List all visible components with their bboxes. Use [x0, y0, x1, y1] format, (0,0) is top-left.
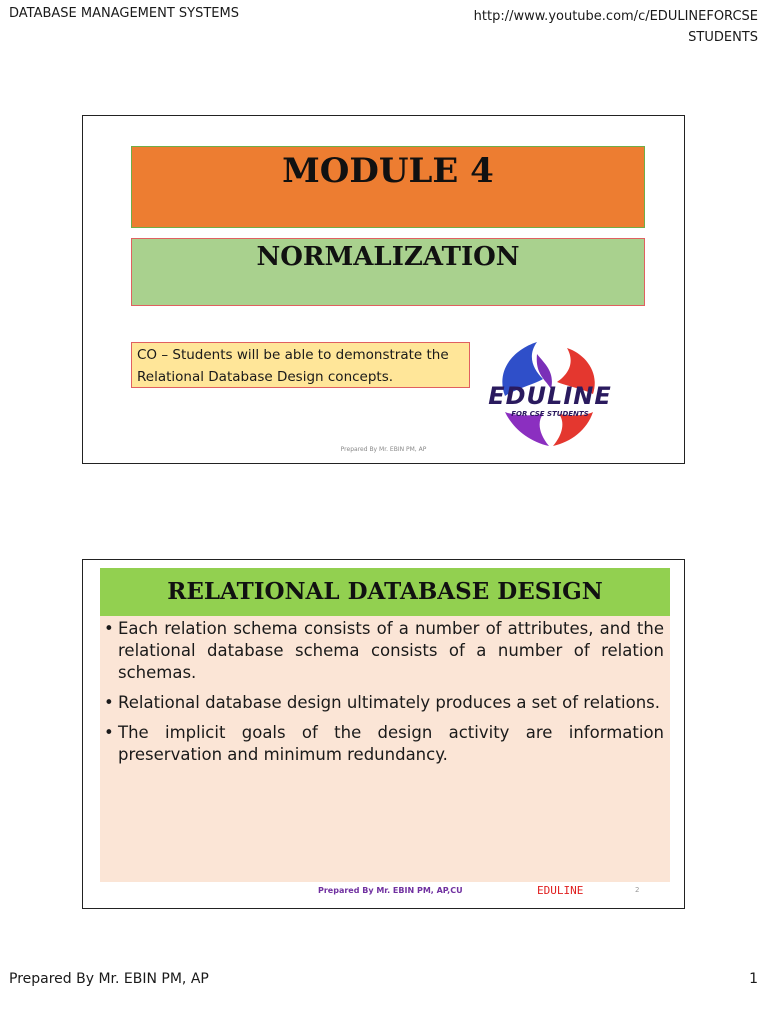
page-footer-author: Prepared By Mr. EBIN PM, AP	[9, 971, 209, 987]
slide2-prepared-by: Prepared By Mr. EBIN PM, AP,CU	[318, 886, 463, 895]
slide2-footer	[100, 882, 670, 900]
page-header-url[interactable]	[474, 6, 758, 48]
eduline-logo	[475, 334, 645, 449]
logo-tagline: FOR CSE STUDENTS	[511, 410, 589, 418]
logo-wordmark: EDULINE	[488, 382, 612, 410]
bullet-item: • The implicit goals of the design activity are information preservation and minimum redundancy.	[104, 722, 664, 766]
slide2-body	[100, 616, 670, 882]
slide2-title: RELATIONAL DATABASE DESIGN	[100, 568, 670, 616]
slide2-brand: EDULINE	[537, 884, 584, 897]
module-title: MODULE 4	[131, 146, 645, 228]
slide-1	[82, 115, 685, 464]
bullet-item: • Each relation schema consists of a number of attributes, and the relational database schema consists of a number of relation schemas.	[104, 618, 664, 684]
slide2-number: 2	[635, 886, 640, 894]
slide-2	[82, 559, 685, 909]
topic-title: NORMALIZATION	[131, 238, 645, 306]
slide1-prepared-by: Prepared By Mr. EBIN PM, AP	[340, 446, 427, 453]
course-outcome: CO – Students will be able to demonstrate the Relational Database Design concepts.	[131, 342, 470, 388]
header-url-line-1[interactable]: http://www.youtube.com/c/EDULINEFORCSE	[473, 9, 758, 24]
bullet-item: • Relational database design ultimately produces a set of relations.	[104, 692, 664, 714]
page-number: 1	[749, 971, 758, 987]
header-url-line-2[interactable]: STUDENTS	[688, 30, 758, 45]
page-header-title: DATABASE MANAGEMENT SYSTEMS	[9, 6, 239, 21]
